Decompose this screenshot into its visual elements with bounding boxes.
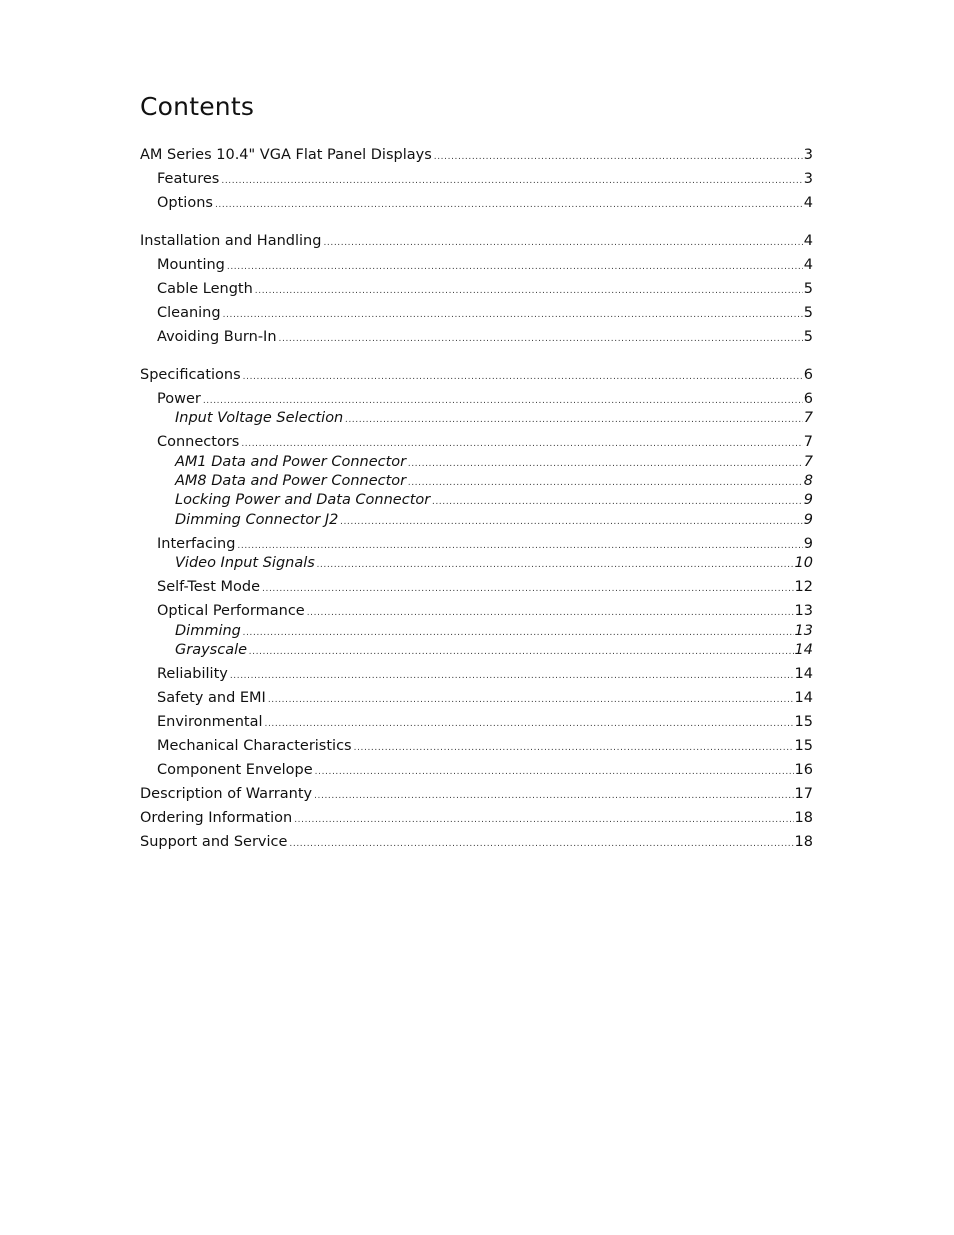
toc-entry-page: 7 — [803, 454, 813, 470]
dot-leader — [317, 555, 794, 575]
toc-entry[interactable] — [157, 601, 813, 621]
dot-leader — [307, 603, 794, 623]
toc-entry-page: 18 — [794, 834, 813, 850]
dot-leader — [354, 738, 794, 758]
toc-entry-label: AM8 Data and Power Connector — [175, 473, 407, 489]
toc-entry[interactable] — [157, 534, 813, 554]
dot-leader — [279, 329, 803, 349]
toc-entry-label: Features — [157, 171, 220, 187]
dot-leader — [241, 434, 802, 454]
toc-entry-label: Connectors — [157, 434, 240, 450]
toc-entry[interactable] — [140, 832, 813, 852]
toc-entry[interactable] — [157, 577, 813, 597]
toc-entry[interactable] — [157, 255, 813, 275]
toc-entry-page: 4 — [803, 233, 813, 249]
toc-entry-label: Mounting — [157, 257, 225, 273]
toc-entry[interactable] — [175, 452, 813, 472]
dot-leader — [243, 367, 803, 387]
toc-entry[interactable] — [157, 736, 813, 756]
toc-entry[interactable] — [157, 712, 813, 732]
toc-entry-label: Safety and EMI — [157, 690, 266, 706]
toc-entry-page: 4 — [803, 257, 813, 273]
toc-entry[interactable] — [157, 688, 813, 708]
toc-entry-page: 3 — [803, 171, 813, 187]
dot-leader — [249, 642, 794, 662]
dot-leader — [432, 492, 803, 512]
dot-leader — [434, 147, 803, 167]
toc-entry-page: 5 — [803, 281, 813, 297]
toc-entry[interactable] — [157, 279, 813, 299]
dot-leader — [289, 834, 793, 854]
toc-entry-page: 3 — [803, 147, 813, 163]
toc-entry-page: 17 — [794, 786, 813, 802]
toc-entry[interactable] — [157, 303, 813, 323]
toc-entry-label: Reliability — [157, 666, 228, 682]
dot-leader — [221, 171, 802, 191]
toc-entry-label: Component Envelope — [157, 762, 313, 778]
page-title: Contents — [140, 92, 255, 121]
toc-entry-page: 4 — [803, 195, 813, 211]
toc-entry-page: 15 — [794, 714, 813, 730]
dot-leader — [262, 579, 794, 599]
toc-entry[interactable] — [140, 365, 813, 385]
toc-entry-label: Locking Power and Data Connector — [175, 492, 431, 508]
toc-entry-label: Video Input Signals — [175, 555, 315, 571]
toc-entry-page: 9 — [803, 536, 813, 552]
toc-entry-page: 14 — [794, 666, 813, 682]
toc-entry[interactable] — [157, 760, 813, 780]
toc-entry-label: Environmental — [157, 714, 263, 730]
toc-entry-page: 14 — [794, 690, 813, 706]
toc-entry[interactable] — [175, 640, 813, 660]
toc-entry-label: Power — [157, 391, 201, 407]
toc-entry-label: Grayscale — [175, 642, 248, 658]
toc-entry-label: Dimming Connector J2 — [175, 512, 339, 528]
toc-entry-label: Specifications — [140, 367, 241, 383]
toc-entry-page: 14 — [794, 642, 813, 658]
toc-entry-page: 13 — [794, 603, 813, 619]
toc-entry-page: 12 — [794, 579, 813, 595]
toc-entry-label: Avoiding Burn-In — [157, 329, 277, 345]
toc-entry-page: 8 — [803, 473, 813, 489]
toc-entry-page: 7 — [803, 410, 813, 426]
toc-entry-label: Support and Service — [140, 834, 288, 850]
toc-entry[interactable] — [157, 169, 813, 189]
toc-entry[interactable] — [175, 510, 813, 530]
toc-entry-label: Dimming — [175, 623, 241, 639]
toc-entry[interactable] — [140, 231, 813, 251]
toc-entry[interactable] — [175, 408, 813, 428]
dot-leader — [314, 786, 793, 806]
toc-entry[interactable] — [157, 664, 813, 684]
dot-leader — [255, 281, 803, 301]
toc-entry-page: 16 — [794, 762, 813, 778]
toc-entry-page: 15 — [794, 738, 813, 754]
toc-entry-page: 18 — [794, 810, 813, 826]
dot-leader — [294, 810, 793, 830]
toc-entry-label: AM Series 10.4" VGA Flat Panel Displays — [140, 147, 432, 163]
toc-entry[interactable] — [157, 193, 813, 213]
toc-entry[interactable] — [157, 389, 813, 409]
toc-entry-label: Description of Warranty — [140, 786, 313, 802]
toc-entry[interactable] — [157, 327, 813, 347]
toc-entry[interactable] — [157, 432, 813, 452]
toc-entry-page: 9 — [803, 512, 813, 528]
toc-entry-page: 5 — [803, 305, 813, 321]
toc-entry[interactable] — [140, 784, 813, 804]
toc-entry[interactable] — [175, 553, 813, 573]
toc-entry[interactable] — [140, 808, 813, 828]
toc-entry-page: 6 — [803, 367, 813, 383]
toc-entry-page: 13 — [794, 623, 813, 639]
dot-leader — [223, 305, 803, 325]
toc-entry-page: 10 — [794, 555, 813, 571]
toc-entry[interactable] — [175, 471, 813, 491]
toc-entry-label: Input Voltage Selection — [175, 410, 344, 426]
dot-leader — [315, 762, 794, 782]
toc-entry-page: 5 — [803, 329, 813, 345]
toc-entry-label: Cable Length — [157, 281, 253, 297]
toc-entry-label: Optical Performance — [157, 603, 305, 619]
toc-entry-label: Interfacing — [157, 536, 236, 552]
dot-leader — [323, 233, 802, 253]
toc-entry-label: Ordering Information — [140, 810, 293, 826]
dot-leader — [345, 410, 803, 430]
dot-leader — [265, 714, 794, 734]
toc-entry-label: Mechanical Characteristics — [157, 738, 352, 754]
dot-leader — [230, 666, 794, 686]
toc-entry-page: 7 — [803, 434, 813, 450]
dot-leader — [215, 195, 803, 215]
dot-leader — [268, 690, 794, 710]
toc-entry-page: 9 — [803, 492, 813, 508]
toc-entry-label: Self-Test Mode — [157, 579, 261, 595]
toc-entry-label: AM1 Data and Power Connector — [175, 454, 407, 470]
toc-entry-label: Cleaning — [157, 305, 221, 321]
toc-entry[interactable] — [175, 621, 813, 641]
dot-leader — [340, 512, 802, 532]
toc-entry[interactable] — [175, 490, 813, 510]
toc-entry[interactable] — [140, 145, 813, 165]
toc-entry-label: Options — [157, 195, 213, 211]
toc-entry-page: 6 — [803, 391, 813, 407]
toc-entry-label: Installation and Handling — [140, 233, 322, 249]
dot-leader — [227, 257, 803, 277]
